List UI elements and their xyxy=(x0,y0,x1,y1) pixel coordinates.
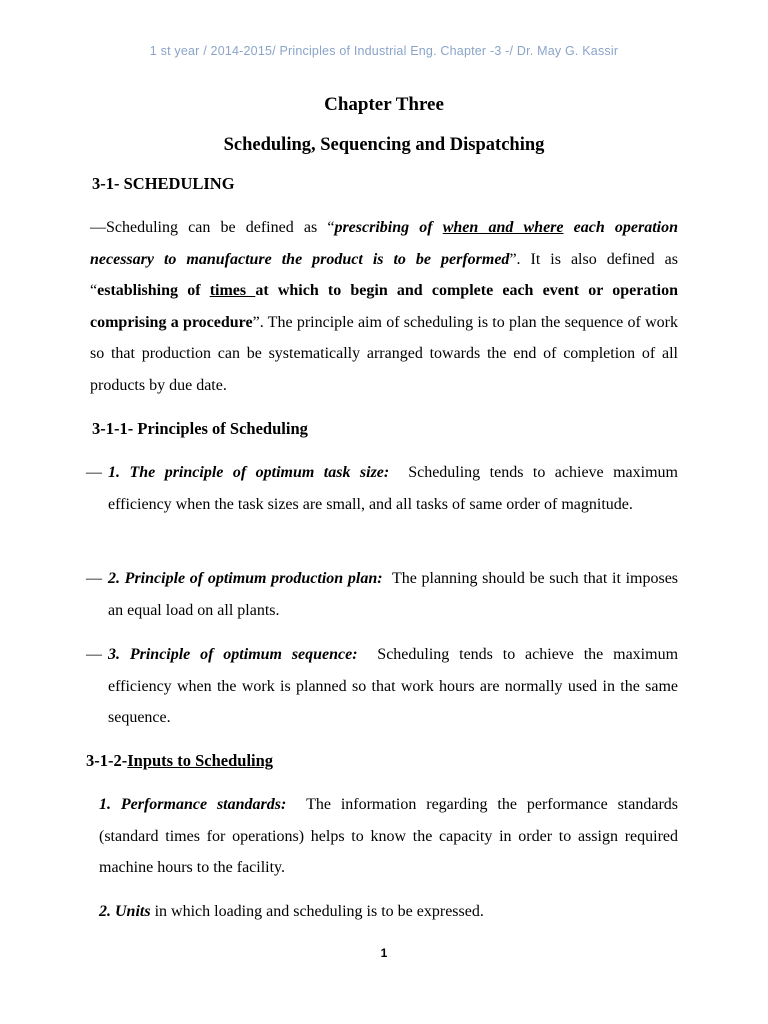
principle-text: Scheduling tends to achieve the maximum efficiency when the work is planned so that work hours are normally used in the same sequence. xyxy=(108,646,679,726)
input-text: The information regarding the performance standards (standard times for operations) helps to know the capacity in order to assign required machine hours to the facility. xyxy=(99,796,679,876)
input-title: 1. Performance standards: xyxy=(99,796,287,813)
dash: — xyxy=(86,464,102,481)
input-text: in which loading and scheduling is to be expressed. xyxy=(154,903,484,920)
section-heading-inputs xyxy=(86,751,273,771)
dash: — xyxy=(86,570,102,587)
definition-quote-2-underlined: times xyxy=(209,282,256,299)
definition-end: ”. The principle aim of scheduling is to plan the sequence of work so that production can be systematically arranged towards the end of completion of all products by due date. xyxy=(90,313,679,394)
scheduling-definition-paragraph xyxy=(90,212,678,401)
definition-quote-1a: prescribing of xyxy=(334,219,443,236)
definition-quote-2b: at which to begin and complete each event or operation comprising a procedure xyxy=(90,282,678,331)
principle-title: 3. Principle of optimum sequence: xyxy=(108,646,358,663)
chapter-title: Chapter Three xyxy=(324,94,444,115)
definition-quote-2a: establishing of xyxy=(97,282,210,299)
heading-underlined: Inputs to Scheduling xyxy=(127,751,274,770)
principle-text: Scheduling tends to achieve maximum efficiency when the task sizes are small, and all tasks of same order of magnitude. xyxy=(108,464,678,513)
input-item xyxy=(99,896,678,928)
definition-intro: Scheduling can be defined as “ xyxy=(106,219,335,236)
principle-item xyxy=(86,457,678,520)
principle-title: 2. Principle of optimum production plan: xyxy=(108,570,383,587)
input-item xyxy=(99,789,678,884)
dash: — xyxy=(90,219,106,236)
dash: — xyxy=(86,646,102,663)
principle-item xyxy=(86,563,678,626)
definition-quote-1-underlined: when and where xyxy=(442,219,564,236)
definition-mid: ”. It is also defined as “ xyxy=(90,250,678,299)
section-heading-scheduling: 3-1- SCHEDULING xyxy=(92,174,235,193)
principle-title: 1. The principle of optimum task size: xyxy=(108,464,390,481)
principle-text: The planning should be such that it imposes an equal load on all plants. xyxy=(108,570,679,619)
chapter-subtitle: Scheduling, Sequencing and Dispatching xyxy=(223,135,545,155)
page-number: 1 xyxy=(380,946,388,960)
section-heading-principles: 3-1-1- Principles of Scheduling xyxy=(92,419,308,438)
input-title: 2. Units xyxy=(99,903,151,920)
heading-prefix: 3-1-2- xyxy=(86,751,128,770)
definition-quote-1b: each operation necessary to manufacture the product is to be performed xyxy=(90,219,679,268)
running-header: 1 st year / 2014-2015/ Principles of Industrial Eng. Chapter -3 -/ Dr. May G. Kassir xyxy=(149,44,619,58)
principle-item xyxy=(86,639,678,734)
